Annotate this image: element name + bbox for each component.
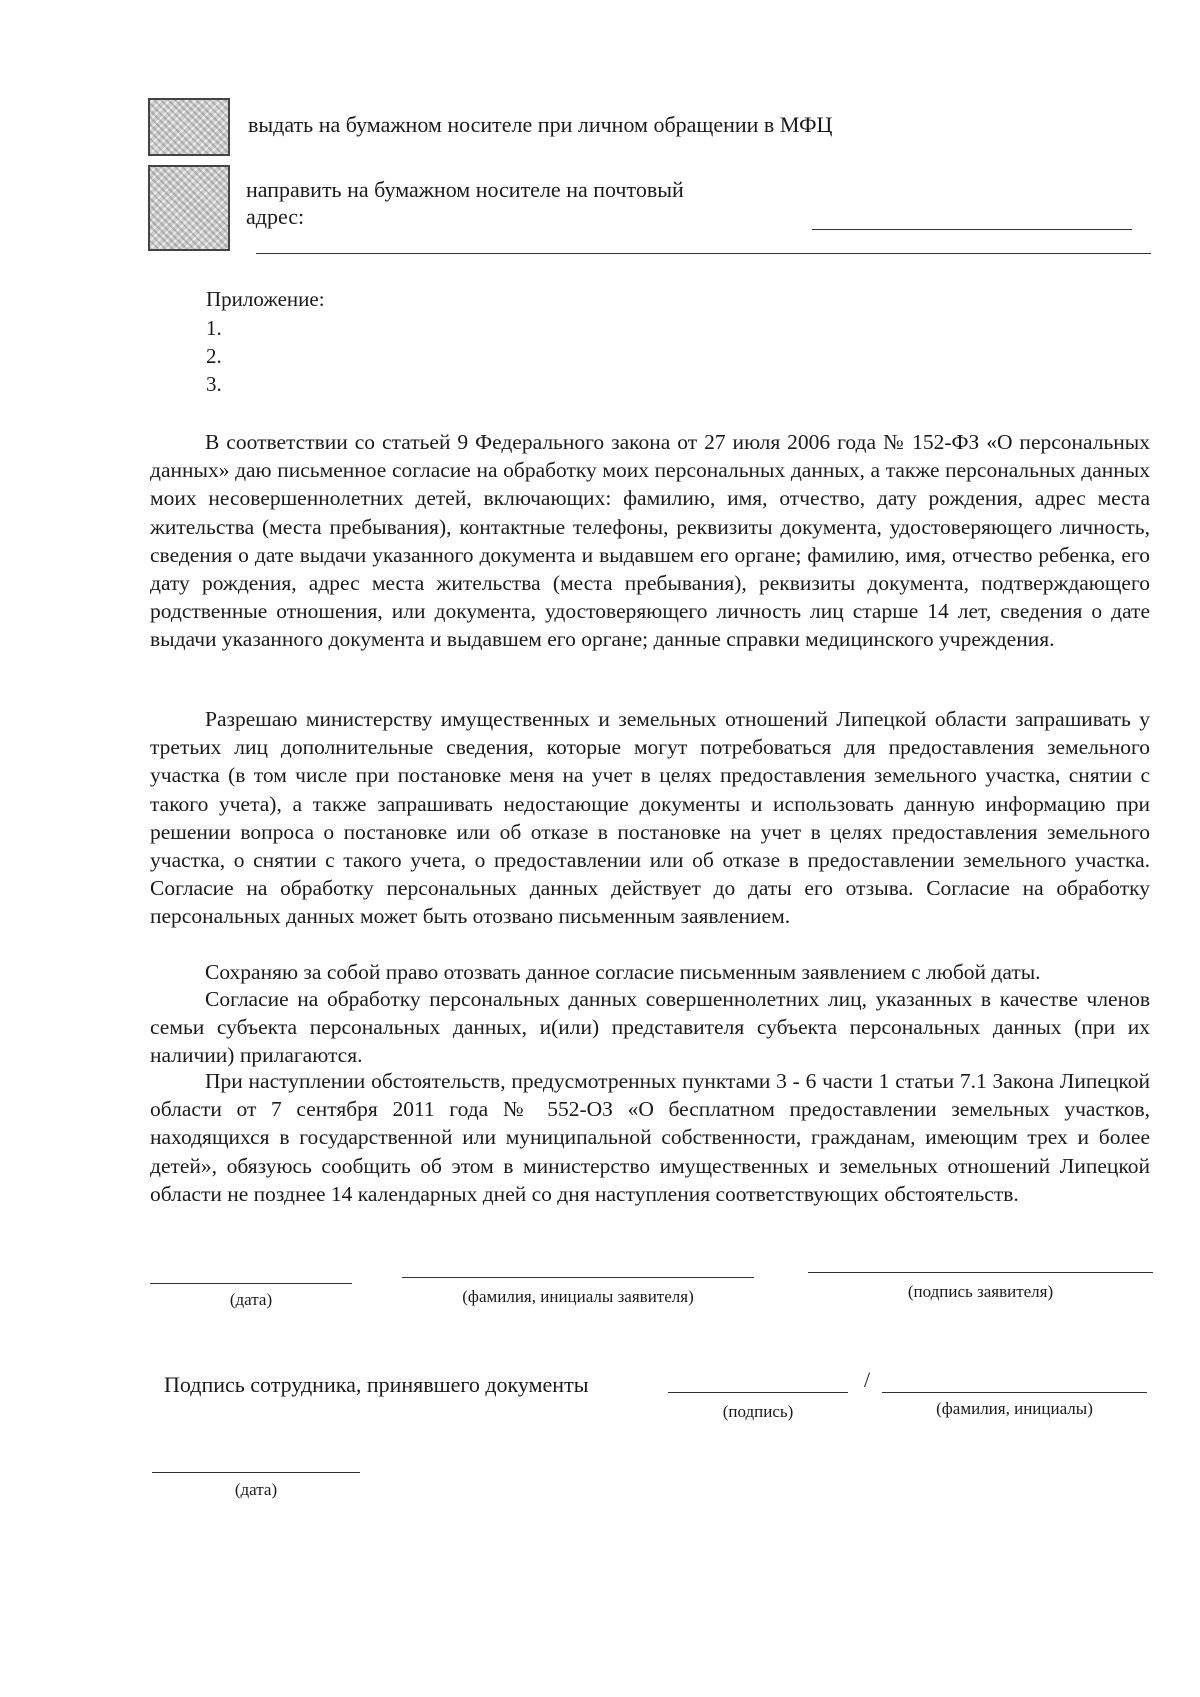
attachments-label: Приложение: [206,287,325,311]
attachment-item: 2. [206,344,222,368]
consent-paragraph: Разрешаю министерству имущественных и земельных отношений Липецкой области запрашивать у третьих лиц дополнительные сведения, которые могут потребоваться для предоставления земельного участка (в том числе при постановке меня на учет в целях предоставления земельного участка, снятии с такого учета), а также запрашивать недостающие документы и использовать данную информацию при решении вопроса о постановке или об отказе в постановке на учет в целях предоставления земельного участка, о снятии с такого учета, о предоставлении или об отказе в предоставлении земельного участка. Согласие на обработку персональных данных действует до даты его отзыва. Согласие на обработку персональных данных может быть отозвано письменным заявлением. [150,707,1150,929]
staff-signature-line[interactable] [668,1392,848,1393]
checkbox-mfc[interactable] [148,98,230,156]
address-label: адрес: [246,204,305,229]
consent-paragraph: Согласие на обработку персональных данных совершеннолетних лиц, указанных в качестве членов семьи субъекта персональных данных, и(или) представителя субъекта персональных данных (при их наличии) прилагаются. [150,987,1150,1068]
staff-signature-label: Подпись сотрудника, принявшего документы [164,1372,589,1397]
consent-paragraph: При наступлении обстоятельств, предусмотренных пунктами 3 - 6 части 1 статьи 7.1 Закона Липецкой области от 7 сентября 2011 года № 552-ОЗ «О бесплатном предоставлении земельных участков, находящихся в государственной или муниципальной собственности, гражданам, имеющим трех и более детей», обязуюсь сообщить об этом в министерство имущественных и земельных отношений Липецкой области не позднее 14 календарных дней со дня наступления соответствующих обстоятельств. [150,1069,1150,1206]
staff-separator: / [864,1367,871,1392]
applicant-name-caption: (фамилия, инициалы заявителя) [462,1287,694,1306]
address-line-2[interactable] [256,253,1151,254]
applicant-signature-caption: (подпись заявителя) [907,1282,1054,1301]
staff-date-line[interactable] [152,1472,360,1473]
applicant-signature-line[interactable] [808,1272,1153,1273]
staff-signature-caption: (подпись) [722,1402,794,1421]
attachment-item: 1. [206,316,222,340]
staff-name-line[interactable] [882,1392,1147,1393]
staff-date-caption: (дата) [234,1480,278,1499]
address-line-1[interactable] [812,229,1132,230]
staff-name-caption: (фамилия, инициалы) [936,1399,1093,1418]
date-caption: (дата) [229,1290,273,1309]
consent-paragraph: В соответствии со статьей 9 Федерального закона от 27 июля 2006 года № 152-ФЗ «О персональных данных» даю письменное согласие на обработку моих персональных данных, а также персональных данных моих несовершеннолетних детей, включающих: фамилию, имя, отчество, дату рождения, адрес места жительства (места пребывания), контактные телефоны, реквизиты документа, удостоверяющего личность, сведения о дате выдачи указанного документа и выдавшем его органе; фамилию, имя, отчество ребенка, его дату рождения, адрес места жительства (места пребывания), реквизиты документа, подтверждающего родственные отношения, или документа, удостоверяющего личность лиц старше 14 лет, сведения о дате выдачи указанного документа и выдавшем его органе; данные справки медицинского учреждения. [150,430,1150,652]
applicant-name-line[interactable] [402,1277,754,1278]
option-mfc-label: выдать на бумажном носителе при личном обращении в МФЦ [248,112,833,137]
checkbox-post[interactable] [148,165,230,251]
consent-paragraph: Сохраняю за собой право отозвать данное согласие письменным заявлением с любой даты. [205,960,1041,984]
attachment-item: 3. [206,372,222,396]
date-line[interactable] [150,1283,352,1284]
option-post-label: направить на бумажном носителе на почтовый [246,177,684,202]
